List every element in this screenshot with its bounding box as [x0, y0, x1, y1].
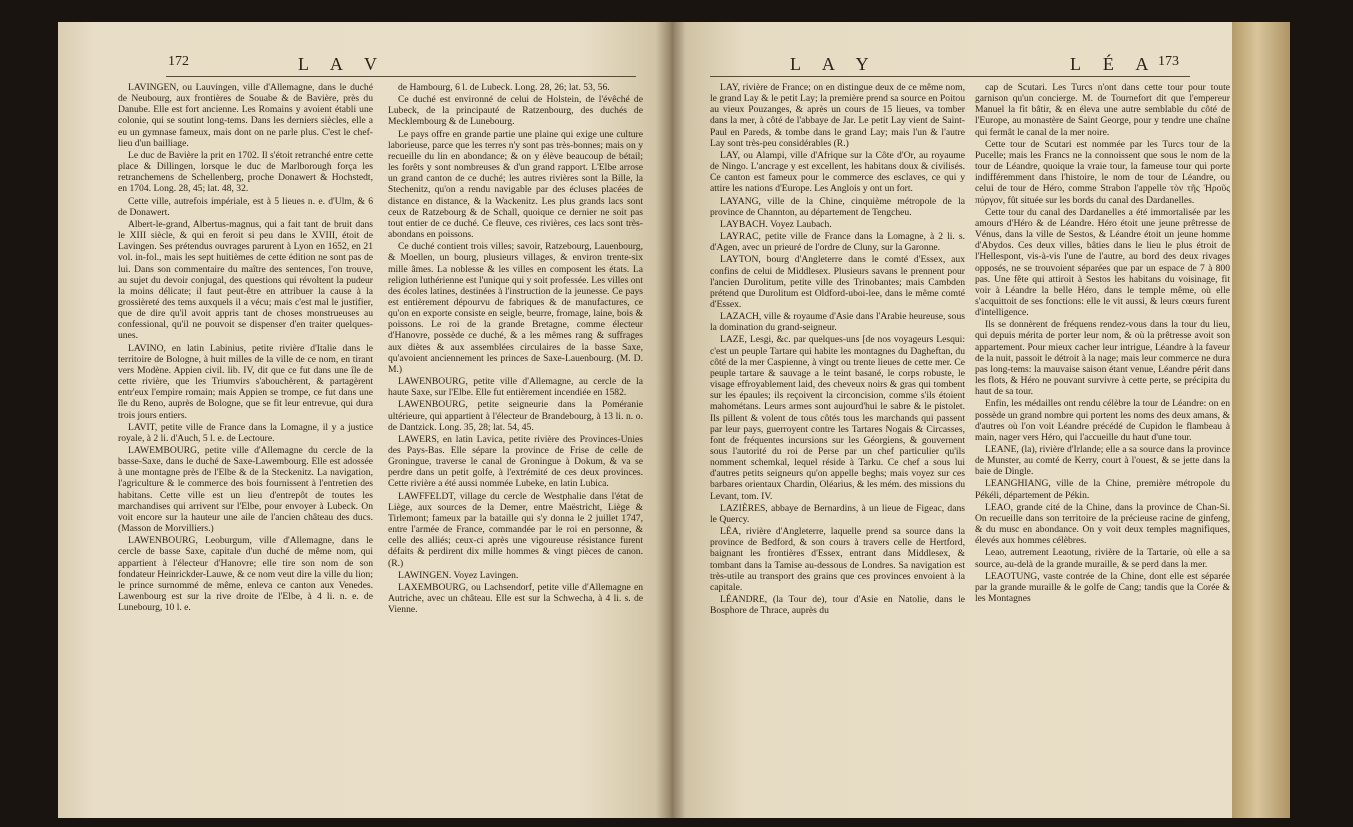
entry-paragraph: LAWERS, en latin Lavica, petite rivière des Provinces-Unies des Pays-Bas. Elle sépare la province de Frise de celle de Groningue, traverse le canal de Groningue à Dokum, & va se perdre dans un petit golfe, à l'extrémité de ces deux provinces. Cette rivière a été aussi nommée Lubeke, en latin Lubica.	[388, 433, 643, 490]
right-column-2	[975, 82, 1230, 802]
entry-paragraph: LAYANG, ville de la Chine, cinquième métropole de la province de Channton, au département de Tengcheu.	[710, 195, 965, 218]
entry-paragraph: LÉANDRE, (la Tour de), tour d'Asie en Natolie, dans le Bosphore de Thrace, auprès du	[710, 594, 965, 617]
entry-paragraph: cap de Scutari. Les Turcs n'ont dans cette tour pour toute garnison qu'un concierge. M. de Tournefort dit que l'empereur Manuel la fit bâtir, & en éleva une autre semblable du côté de l'Europe, au monastère de Saint George, pour y tendre une chaîne qui fermât le canal de la mer noire.	[975, 82, 1230, 138]
left-running-head: L A V	[298, 54, 387, 74]
entry-paragraph: LAZIÈRES, abbaye de Bernardins, à un lieue de Figeac, dans le Quercy.	[710, 502, 965, 525]
open-book	[58, 22, 1290, 818]
entry-paragraph: LAWFFELDT, village du cercle de Westphalie dans l'état de Liège, aux sources de la Demer, entre Maëstricht, Liège & Tirlemont; fameux par la bataille qui s'y donna le 2 juillet 1747, entre l'armée de France, commandée par le roi en personne, & celle des alliés; ceux-ci après une vigoureuse résistance furent défaits & perdirent dix mille hommes & vingt pièces de canon. (R.)	[388, 490, 643, 569]
entry-paragraph: Cette tour de Scutari est nommée par les Turcs tour de la Pucelle; mais les Francs ne la connoissent que sous le nom de la tour de Léandre, quoique la vraie tour, la fameuse tour qui porte indifféremment dans l'histoire, le nom de tour de Léandre, ou celui de tour de Héro, comme Strabon l'appelle τὸν τῆς Ἡροῦς πύργον, fût située sur les bords du canal des Dardanelles.	[975, 138, 1230, 206]
entry-paragraph: LEANE, (la), rivière d'Irlande; elle a sa source dans la province de Munster, au comté de Kerry, court à l'ouest, & se jette dans la baie de Dingle.	[975, 444, 1230, 478]
entry-paragraph: Cette tour du canal des Dardanelles a été immortalisée par les amours d'Héro & de Léandre. Héro étoit une jeune prêtresse de Vénus, dans la ville de Sestos, & Léandre étoit un jeune homme d'Abydos. Ces deux villes, bâties dans le lieu le plus étroit de l'Hellespont, vis-à-vis l'une de l'autre, au bord des deux rivages opposés, ne se trouvoient séparées que par un espace de 7 à 800 pas. Une fête qui attiroit à Sestos les habitans du voisinage, fit voir à Léandre la belle Héro, dans le temple même, où elle s'acquittoit de ses fonctions: elle le vit aussi, & leurs cœurs furent d'intelligence.	[975, 206, 1230, 319]
entry-paragraph: Ce duché contient trois villes; savoir, Ratzebourg, Lauenbourg, & Moellen, un bourg, plusieurs villages, & environ trente-six mille âmes. La noblesse & les villes en composent les états. La religion luthérienne est l'unique qui y soit professée. Les villes ont des écoles latines, destinées à l'instruction de la jeunesse. Ce pays est entièrement dépourvu de fabriques & de manufactures, ce qu'on en exporte consiste en seigle, beurre, fromage, laine, bois & poissons. Le roi de la grande Bretagne, comme électeur d'Hanovre, possède ce duché, & a les mêmes rang & suffrages aux diètes & aux assemblées circulaires de la basse Saxe, qu'avoient anciennement les princes de Saxe-Lauenbourg. (M. D. M.)	[388, 241, 643, 375]
entry-paragraph: LAWENBOURG, petite ville d'Allemagne, au cercle de la haute Saxe, sur l'Elbe. Elle fut entièrement incendiée en 1582.	[388, 376, 643, 399]
entry-paragraph: LAVINGEN, ou Lauvingen, ville d'Allemagne, dans le duché de Neubourg, aux frontières de Souabe & de Bavière, près du Danube. Elle est fort ancienne. Les Romains y avoient établi une colonie, qui se soutint long-tems. Dans les derniers siècles, elle a eu un gymnase fameux, mais dont on ne parle plus. C'est le chef-lieu d'un bailliage.	[118, 82, 373, 149]
entry-paragraph: de Hambourg, 6 l. de Lubeck. Long. 28, 26; lat. 53, 56.	[398, 82, 610, 93]
entry-paragraph: LAXEMBOURG, ou Lachsendorf, petite ville d'Allemagne en Autriche, avec un château. Elle est sur la Schwecha, à 4 li. s. de Vienne.	[388, 581, 643, 616]
entry-paragraph: LAYBACH. Voyez Laubach.	[720, 218, 832, 230]
right-page	[670, 22, 1290, 818]
entry-paragraph: LAYRAC, petite ville de France dans la Lomagne, à 2 li. s. d'Agen, avec un prieuré de l'ordre de Cluny, sur la Garonne.	[710, 231, 965, 254]
book-gutter	[656, 22, 686, 818]
entry-paragraph: Le duc de Bavière la prit en 1702. Il s'étoit retranché entre cette place & Dillingen, lorsque le duc de Marlborough força les retranchemens de Schellenberg, proche Donawert & Hochstedt, en 1704. Long. 28, 45; lat. 48, 32.	[118, 149, 373, 195]
left-page-number: 172	[168, 54, 189, 69]
left-header-rule	[166, 76, 636, 77]
entry-paragraph: LAVIT, petite ville de France dans la Lomagne, il y a justice royale, à 2 li. d'Auch, 5 l. e. de Lectoure.	[118, 421, 373, 444]
entry-paragraph: LAY, rivière de France; on en distingue deux de ce même nom, le grand Lay & le petit Lay; la première prend sa source en Poitou au vieux Pouzanges, & après un cours de 15 lieues, va tomber dans la mer, à côté de l'abbaye de Jar. Le petit Lay vient de Saint-Paul en Pareds, & tombe dans le grand Lay; mais l'un & l'autre Lay sont très-peu considérables (R.)	[710, 82, 965, 149]
right-page-number: 173	[1158, 54, 1179, 69]
entry-paragraph: LAWEMBOURG, petite ville d'Allemagne du cercle de la basse-Saxe, dans le duché de Saxe-Lawembourg. Elle est adossée à une montagne près de l'Elbe & de la Steckenitz. La navigation, l'agriculture & le commerce des bois fournissent à l'entretien des habitans. Cette ville est un lieu d'entrepôt de toutes les marchandises qui arrivent sur l'Elbe, pour envoyer à Lubeck. On voit encore sur la hauteur une aile de l'ancien château des ducs. (Masson de Morvilliers.)	[118, 445, 373, 535]
right-header	[670, 54, 1290, 78]
right-running-head: L A Y	[790, 54, 878, 74]
page-edge	[1232, 22, 1290, 818]
right-column-1	[710, 82, 965, 802]
entry-paragraph: LEANGHIANG, ville de la Chine, première métropole du Pékéli, département de Pékin.	[975, 478, 1230, 501]
entry-paragraph: Enfin, les médailles ont rendu célèbre la tour de Léandre: on en possède un grand nombre qui portent les noms des deux amans, & d'autres où l'on voit Léandre précédé de Cupidon le flambeau à main, nager vers Héro, qui l'accueille du haut d'une tour.	[975, 398, 1230, 443]
entry-paragraph: Ils se donnèrent de fréquens rendez-vous dans la tour du lieu, qui depuis mérita de porter leur nom, & où la prêtresse avoit son appartement. Pour mieux cacher leur intrigue, Léandre à la faveur de la nuit, passoit le détroit à la nage; mais leur commerce ne dura pas long-tems: la mauvaise saison étant venue, Léandre périt dans les flots, & Héro ne pouvant survivre à cette perte, se précipita du haut de sa tour.	[975, 319, 1230, 398]
entry-paragraph: LAY, ou Alampi, ville d'Afrique sur la Côte d'Or, au royaume de Ningo. L'ancrage y est excellent, les habitans doux & civilisés. Ce canton est fameux pour le commerce des esclaves, ce qui y attire les nations d'Europe. Les Anglois y ont un fort.	[710, 149, 965, 195]
entry-paragraph: Leao, autrement Leaotung, rivière de la Tartarie, où elle a sa source, au-delà de la grande muraille, & se perd dans la mer.	[975, 547, 1230, 570]
left-column-2	[388, 82, 643, 802]
left-column-1	[118, 82, 373, 802]
entry-paragraph: Ce duché est environné de celui de Holstein, de l'évêché de Lubeck, de la principauté de Ratzenbourg, des duchés de Mecklembourg & de Lunebourg.	[388, 94, 643, 128]
right-running-head-2: L É A	[1070, 54, 1158, 74]
entry-paragraph: LÉA, rivière d'Angleterre, laquelle prend sa source dans la province de Bedford, & son cours à travers celle de Hertford, baignant les frontières d'Essex, entrant dans Middlesex, & tombant dans la Tamise au-dessous de Londres. Sa navigation est très-utile au transport des grains que ces provinces envoient à la capitale.	[710, 526, 965, 593]
entry-paragraph: LAWENBOURG, petite seigneurie dans la Poméranie ultérieure, qui appartient à l'électeur de Brandebourg, à 13 li. n. o. de Dantzick. Long. 35, 28; lat. 54, 45.	[388, 399, 643, 433]
right-header-rule	[710, 76, 1190, 77]
left-header	[58, 54, 670, 78]
entry-paragraph: LAZE, Lesgi, &c. par quelques-uns [de nos voyageurs Lesqui: c'est un peuple Tartare qui habite les montagnes du Dagheftan, du côté de la mer Caspienne, à vingt ou trente lieues de cette mer. Ce peuple tartare & sauvage a le teint basané, le corps robuste, le visage effroyablement laid, des cheveux noirs & gras qui tombent sur les épaules; ils reçoivent la circoncision, comme s'ils étoient mahométans. Leurs armes sont aujourd'hui le sabre & le pistolet. Ils pillent & volent de tous côtés tous les marchands qui passent par leur pays, guerroyent contre les Tartares Nogais & Circasses, font de fréquentes incursions sur les Géorgiens, & gouvernent sous l'autorité du roi de Perse par un chef particulier qu'ils nomment schemkal, lequel réside à Tarku. Ce chef a sous lui d'autres petits seigneurs qu'on appelle beghs; mais voyez sur ces barbares orientaux Chardin, Oléarius, & les mém. des missions du Levant, tom. IV.	[710, 334, 965, 502]
left-page	[58, 22, 670, 818]
entry-paragraph: LAZACH, ville & royaume d'Asie dans l'Arabie heureuse, sous la domination du grand-seigneur.	[710, 311, 965, 334]
entry-paragraph: Albert-le-grand, Albertus-magnus, qui a fait tant de bruit dans le XIII siècle, & qui en feroit si peu dans le XVIII, étoit de Lavingen. Ses prétendus ouvrages parurent à Lyon en 1652, en 21 vol. in-fol., mais les sept huitièmes de cette édition ne sont pas de lui. Dans son commentaire du maître des sentences, l'on trouve, au sujet du devoir conjugal, des questions qui révoltent la pudeur la moins délicate; il faut peut-être en attribuer la cause à la grossièreté des tems auxquels il a vécu; mais c'est mal le justifier, que de dire qu'il avoit appris tant de choses monstrueuses au confessional, qu'il ne pouvoit se dispenser d'en traiter quelques-unes.	[118, 218, 373, 342]
entry-paragraph: LAVINO, en latin Labinius, petite rivière d'Italie dans le territoire de Bologne, à huit milles de la ville de ce nom, en tirant vers Modène. Appien civil. lib. IV, dit que ce fut dans une île de cette rivière, que les Triumvirs s'abouchèrent, & partagèrent entr'eux l'empire romain; mais Appien se trompe, ce fut dans une île du Reno, auprès de Bologne, que se fit leur entrevue, qui dura trois jours entiers.	[118, 342, 373, 421]
entry-paragraph: LAWINGEN. Voyez Lavingen.	[398, 569, 519, 581]
entry-paragraph: LAYTON, bourg d'Angleterre dans le comté d'Essex, aux confins de celui de Middlesex. Plusieurs savans le prennent pour l'ancien Durolitum, petite ville des Trinobantes; mais Cambden prétend que Durolitum est Oldford-uboi-lee, dans le même comté d'Essex.	[710, 254, 965, 310]
entry-paragraph: LEAO, grande cité de la Chine, dans la province de Chan-Si. On recueille dans son territoire de la précieuse racine de ginfeng, & du musc en abondance. On y voit deux temples magnifiques, élevés aux hommes célèbres.	[975, 501, 1230, 547]
entry-paragraph: LAWENBOURG, Leoburgum, ville d'Allemagne, dans le cercle de basse Saxe, capitale d'un duché de même nom, qui appartient à l'électeur d'Hanovre; elle tire son nom de son fondateur Heinrickder-Lauwe, & ce nom veut dire la ville du lion; le prince surnommé de même, enleva ce canton aux Venedes. Lawenbourg est sur la rive droite de l'Elbe, à 4 li. n. e. de Lunebourg, 10 l. e.	[118, 535, 373, 614]
entry-paragraph: Le pays offre en grande partie une plaine qui exige une culture laborieuse, parce que les terres n'y sont pas très-bonnes; mais on y recueille du lin en abondance; & on y élève beaucoup de bétail; les forêts y sont nombreuses & d'un grand rapport. L'Elbe arrose un grand canton de ce duché; les autres rivières sont la Bille, la Stechenitz, qu'on a rendu navigable par des écluses placées de distance en distance, & la Wackenitz. Les plus grands lacs sont ceux de Ratzebourg & de Schall, quoique ce dernier ne soit pas tout entier de ce duché. Ce fleuve, ces rivières, ces lacs sont très-abondans en poissons.	[388, 128, 643, 241]
entry-paragraph: Cette ville, autrefois impériale, est à 5 lieues n. e. d'Ulm, & 6 de Donawert.	[118, 195, 373, 218]
entry-paragraph: LEAOTUNG, vaste contrée de la Chine, dont elle est séparée par la grande muraille & le golfe de Cang; tandis que la Corée & les Montagnes	[975, 570, 1230, 605]
